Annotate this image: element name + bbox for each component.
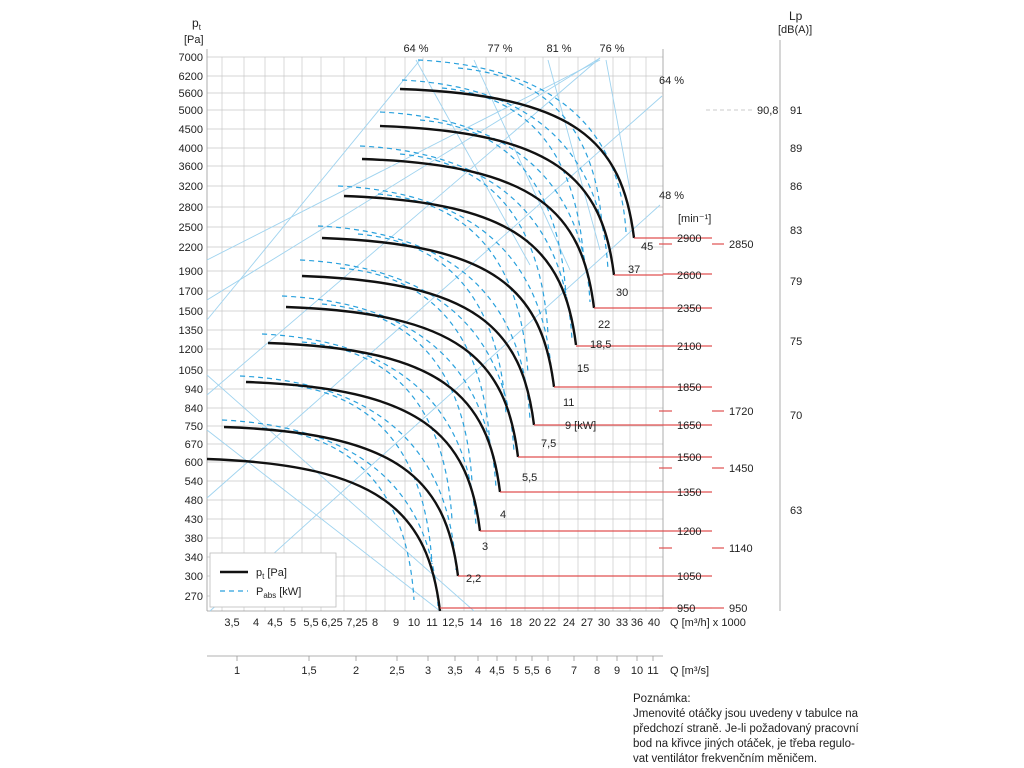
y-tick-label: 1700	[178, 286, 203, 298]
note	[633, 692, 873, 767]
y-tick-label: 3600	[178, 161, 203, 173]
y-tick-label: 4500	[178, 124, 203, 136]
x-tick-label: 5	[289, 617, 297, 629]
efficiency-line	[207, 58, 600, 300]
y-tick-label: 2500	[178, 222, 203, 234]
x2-tick-label: 1,5	[301, 665, 317, 677]
x2-tick-label: 5,5	[524, 665, 540, 677]
efficiency-line	[207, 96, 662, 498]
efficiency-label: 81 %	[546, 43, 572, 55]
power-curve	[300, 260, 514, 452]
lp-tick-label: 86	[790, 181, 803, 193]
x-tick-label: 3,5	[224, 617, 240, 629]
x2-axis-unit: Q [m³/s]	[670, 665, 710, 677]
y-tick-label: 480	[184, 495, 203, 507]
legend-pabs-label: $P_{abs}$ [kW]	[256, 586, 302, 600]
y-axis-unit: [Pa]	[184, 34, 204, 46]
pressure-curves	[207, 89, 634, 611]
power-label: 11	[563, 397, 575, 409]
y-tick-label: 1500	[178, 306, 203, 318]
power-label: 3	[482, 541, 489, 553]
power-curves	[222, 60, 629, 606]
alt-speed-label: 950	[729, 603, 748, 615]
y-tick-label: 2200	[178, 242, 203, 254]
speed-label: 1650	[677, 420, 702, 432]
pressure-curve	[246, 382, 480, 531]
power-curve	[338, 186, 552, 380]
power-curve	[240, 376, 456, 570]
x-tick-label: 4,5	[267, 617, 283, 629]
speed-label: 2600	[677, 270, 702, 282]
alt-speed-label: 1140	[729, 543, 753, 555]
x-tick-label: 16	[489, 617, 503, 629]
x2-tick-label: 4,5	[489, 665, 505, 677]
alt-speed-label: 1450	[729, 463, 754, 475]
x-tick-label: 8	[371, 617, 379, 629]
y-tick-label: 2800	[178, 202, 203, 214]
y-tick-label: 380	[184, 533, 203, 545]
x-tick-label: 10	[407, 617, 421, 629]
legend-pt-label: $p_t$ [Pa]	[256, 567, 287, 581]
speed-label: 950	[677, 603, 696, 615]
y-tick-label: 750	[184, 421, 203, 433]
y-tick-label: 540	[184, 476, 203, 488]
legend	[210, 553, 336, 607]
power-label: 18,5	[590, 339, 612, 351]
power-label: 30	[616, 287, 629, 299]
x2-tick-label: 9	[613, 665, 621, 677]
x-tick-label: 30	[597, 617, 611, 629]
lp-tick-label: 70	[790, 410, 803, 422]
alt-speed-label: 2850	[729, 239, 754, 251]
lp-tick-label: 63	[790, 505, 803, 517]
power-curve	[400, 154, 548, 334]
x-tick-label: 4	[252, 617, 260, 629]
efficiency-label: 76 %	[599, 43, 625, 55]
efficiency-line	[207, 58, 600, 395]
speed-label: 1850	[677, 382, 702, 394]
y-tick-label: 5000	[178, 105, 203, 117]
efficiency-line	[606, 60, 630, 190]
x-axis-unit: Q [m³/h] x 1000	[670, 617, 746, 629]
y-tick-label: 300	[184, 571, 203, 583]
speed-label: 1050	[677, 571, 702, 583]
speed-unit: [min⁻¹]	[678, 213, 712, 225]
power-label: 22	[598, 319, 611, 331]
x-tick-label: 6,25	[321, 617, 343, 629]
speed-label: 1500	[677, 452, 702, 464]
y-tick-label: 430	[184, 514, 203, 526]
x-tick-label: 5,5	[303, 617, 319, 629]
x2-tick-label: 3	[424, 665, 432, 677]
lp-axis-unit: [dB(A)]	[778, 24, 813, 36]
x-tick-label: 18	[509, 617, 523, 629]
y-axis-title: $p_t$	[192, 16, 201, 32]
lp-tick-label: 89	[790, 143, 803, 155]
lp-marker-label: 90,8	[757, 105, 779, 117]
y-tick-label: 940	[184, 384, 203, 396]
note-title: Poznámka:	[633, 693, 691, 705]
speed-label: 2900	[677, 233, 702, 245]
x2-tick-label: 11	[647, 665, 659, 677]
y-tick-label: 600	[184, 457, 203, 469]
x-tick-label: 27	[580, 617, 594, 629]
y-tick-label: 840	[184, 403, 203, 415]
power-curve	[458, 68, 602, 226]
efficiency-label: 64 %	[403, 43, 429, 55]
x-tick-label: 40	[647, 617, 661, 629]
x2-tick-label: 2	[352, 665, 360, 677]
pressure-curve	[344, 196, 576, 345]
y-tick-label: 1900	[178, 266, 203, 278]
power-label: 15	[577, 363, 590, 375]
note-line: vat ventilátor frekvenčním měničem.	[633, 753, 818, 765]
x-tick-label: 7,25	[346, 617, 368, 629]
x-tick-label: 33	[615, 617, 629, 629]
y-tick-label: 4000	[178, 143, 203, 155]
note-line: bod na křivce jiných otáček, je třeba regulo-	[633, 738, 855, 750]
power-label: 9 [kW]	[565, 420, 597, 432]
lp-tick-label: 91	[790, 105, 803, 117]
x2-tick-label: 4	[474, 665, 482, 677]
x2-tick-label: 3,5	[447, 665, 463, 677]
x2-tick-label: 6	[544, 665, 552, 677]
efficiency-label: 77 %	[487, 43, 513, 55]
y-tick-label: 1350	[178, 325, 203, 337]
y-tick-label: 1200	[178, 344, 203, 356]
power-label: 5,5	[522, 472, 538, 484]
x-tick-label: 14	[469, 617, 483, 629]
x2-tick-label: 8	[593, 665, 601, 677]
power-label: 7,5	[541, 438, 557, 450]
speed-label: 2350	[677, 303, 702, 315]
x-tick-label: 22	[543, 617, 557, 629]
y-tick-label: 6200	[178, 71, 203, 83]
note-line: předchozí straně. Je-li požadovaný pracovní	[633, 723, 859, 735]
y-tick-label: 340	[184, 552, 203, 564]
speed-label: 2100	[677, 341, 702, 353]
lp-tick-label: 83	[790, 225, 803, 237]
y-tick-label: 1050	[178, 365, 203, 377]
x-tick-label: 11	[426, 617, 438, 629]
x-tick-label: 24	[562, 617, 576, 629]
power-curve	[340, 268, 490, 446]
efficiency-label: 48 %	[659, 190, 685, 202]
lp-axis-title: Lp	[789, 9, 803, 23]
y-tick-label: 7000	[178, 52, 203, 64]
y-tick-label: 5600	[178, 88, 203, 100]
power-label: 37	[628, 264, 641, 276]
y-tick-label: 670	[184, 439, 203, 451]
x2-tick-label: 10	[630, 665, 644, 677]
x2-tick-label: 5	[512, 665, 520, 677]
speed-label: 1200	[677, 526, 702, 538]
x-tick-label: 9	[392, 617, 400, 629]
x2-tick-label: 7	[570, 665, 578, 677]
power-label: 45	[641, 241, 654, 253]
power-label: 2,2	[466, 573, 482, 585]
speed-label: 1350	[677, 487, 702, 499]
efficiency-line	[207, 60, 420, 320]
x-tick-label: 20	[528, 617, 542, 629]
y-tick-label: 3200	[178, 181, 203, 193]
power-label: 4	[500, 509, 507, 521]
note-line: Jmenovité otáčky jsou uvedeny v tabulce na	[633, 708, 859, 720]
power-curve	[358, 234, 506, 414]
x2-tick-label: 2,5	[389, 665, 405, 677]
lp-tick-label: 75	[790, 336, 803, 348]
alt-speed-label: 1720	[729, 406, 754, 418]
x-tick-label: 36	[630, 617, 644, 629]
y-tick-label: 270	[184, 591, 203, 603]
x2-tick-label: 1	[233, 665, 241, 677]
lp-tick-label: 79	[790, 276, 803, 288]
efficiency-label: 64 %	[659, 75, 685, 87]
power-curve	[318, 226, 530, 420]
x-tick-label: 12,5	[442, 617, 464, 629]
